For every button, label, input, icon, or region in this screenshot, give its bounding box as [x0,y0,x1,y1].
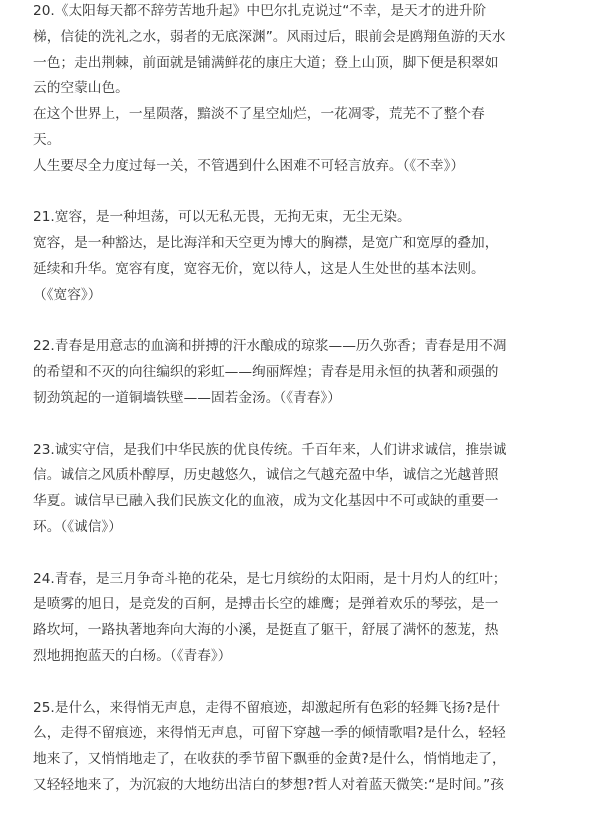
text-line: 21.宽容，是一种坦荡，可以无私无畏，无拘无束，无尘无染。 [33,209,411,226]
text-line: 天。 [33,131,61,148]
text-line: 环。（《诚信》） [33,518,122,535]
text-line: 路坎坷，一路执著地奔向大海的小溪，是挺直了躯干，舒展了满怀的葱茏，热 [33,622,499,639]
text-line: 在这个世界上，一星陨落，黯淡不了星空灿烂，一花凋零，荒芜不了整个春 [33,106,485,123]
paragraph-24 [33,567,507,670]
text-line: 宽容，是一种豁达，是比海洋和天空更为博大的胸襟，是宽广和宽厚的叠加， [33,235,499,252]
text-line: 云的空蒙山色。 [33,80,129,97]
paragraph-20 [33,0,506,180]
paragraph-21 [33,205,503,308]
text-line: 一色；走出荆棘，前面就是铺满鲜花的康庄大道；登上山顶，脚下便是积翠如 [33,54,499,71]
text-line: 人生要尽全力度过每一关，不管遇到什么困难不可轻言放弃。（《不幸》） [33,157,465,174]
paragraph-23 [33,438,507,541]
text-line: 23.诚实守信，是我们中华民族的优良传统。千百年来，人们讲求诚信，推崇诚 [33,441,507,458]
text-line: 又轻轻地来了，为沉寂的大地纺出洁白的梦想?哲人对着蓝天微笑:“是时间。”孩 [33,776,504,793]
text-line: 信。诚信之风质朴醇厚，历史越悠久，诚信之气越充盈中华，诚信之光越普照 [33,467,499,484]
paragraph-22 [33,334,507,411]
text-line: 24.青春，是三月争奇斗艳的花朵，是七月缤纷的太阳雨，是十月灼人的红叶； [33,570,507,587]
text-line: 22.青春是用意志的血滴和拼搏的汗水酿成的琼浆——历久弥香；青春是用不凋 [33,338,507,355]
text-line: 地来了，又悄悄地走了，在收获的季节留下飘垂的金黄?是什么，悄悄地走了， [33,751,506,768]
document-body [33,0,507,825]
text-line: 20.《太阳每天都不辞劳苦地升起》中巴尔扎克说过“不幸，是天才的进升阶 [33,3,487,19]
text-line: 梯，信徒的洗礼之水，弱者的无底深渊”。风雨过后，眼前会是鸥翔鱼游的天水 [33,28,506,45]
text-line: 韧劲筑起的一道铜墙铁壁——固若金汤。（《青春》） [33,389,341,406]
text-line: 么，走得不留痕迹，来得悄无声息，可留下穿越一季的倾情歌唱?是什么，轻轻 [33,725,506,742]
text-line: （《宽容》） [33,286,102,303]
paragraph-25 [33,696,506,799]
text-line: 延续和升华。宽容有度，宽容无价，宽以待人，这是人生处世的基本法则。 [33,260,485,277]
text-line: 华夏。诚信早已融入我们民族文化的血液，成为文化基因中不可或缺的重要一 [33,493,499,510]
text-line: 25.是什么，来得悄无声息，走得不留痕迹，却激起所有色彩的轻舞飞扬?是什 [33,699,501,716]
text-line: 烈地拥抱蓝天的白杨。（《青春》） [33,647,232,664]
text-line: 的希望和不灭的向往编织的彩虹——绚丽辉煌；青春是用永恒的执著和顽强的 [33,364,499,381]
text-line: 是喷雾的旭日，是竞发的百舸，是搏击长空的雄鹰；是弹着欢乐的琴弦，是一 [33,596,499,613]
